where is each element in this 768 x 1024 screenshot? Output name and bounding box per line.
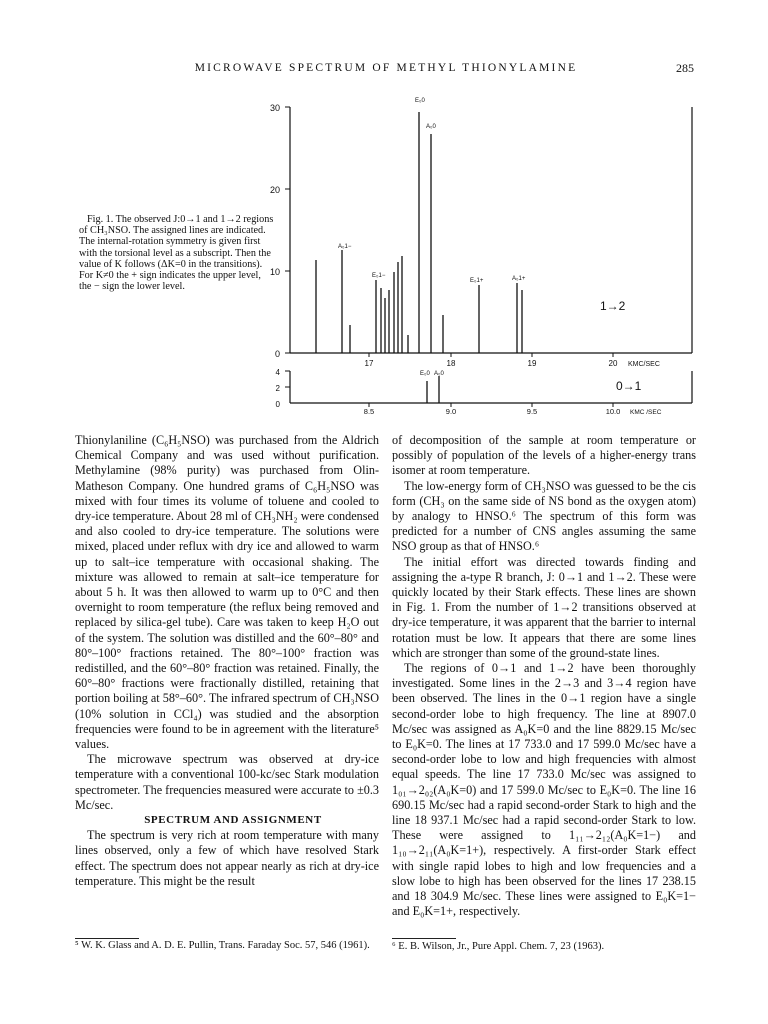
page-number: 285 (676, 61, 694, 75)
bottom-x-unit: KMC /SEC (630, 409, 662, 416)
paragraph: The microwave spectrum was observed at dry-ice temperature with a conventional 100-kc/sec Stark modulation spectrometer. The frequencies measured were accurate to ±0.3 Mc/sec. (75, 752, 379, 812)
top-x-unit: KMC/SEC (628, 361, 660, 368)
line-label: A₀0 (434, 371, 444, 377)
right-column (392, 433, 696, 920)
spectrum-figure (250, 90, 710, 420)
bottom-x-tick-label: 9.5 (526, 407, 538, 416)
bottom-y-tick-label: 4 (275, 368, 280, 377)
top-x-tick-label: 17 (364, 359, 374, 368)
top-x-tick-label: 20 (608, 359, 618, 368)
paragraph: The low-energy form of CH₃NSO was guessed to be the cis form (CH₃ on the same side of NS bond as the oxygen atom) by analogy to HNSO.⁶ The spectrum of this form was predicted for a number of CNS angles assuming the same NSO group as that of HNSO.⁶ (392, 478, 696, 554)
paragraph: of decomposition of the sample at room temperature or possibly of population of the levels of a higher-energy trans isomer at room temperature. (392, 433, 696, 478)
section-heading: SPECTRUM AND ASSIGNMENT (144, 814, 322, 827)
top-y-tick-label: 0 (274, 349, 280, 359)
top-panel (270, 98, 692, 368)
paragraph: Thionylaniline (C₆H₅NSO) was purchased from the Aldrich Chemical Company and was used without purification. Methylamine (98% purity) was purchased from Olin-Matheson Company. One hundred grams of C₆H₅NSO was mixed with four times its volume of toluene and cooled to dry-ice temperature. About 28 ml of CH₃NH₂ were condensed and also cooled to dry-ice temperature. The solutions were mixed, placed under reflux with dry ice and allowed to warm up to salt–ice temperature with occasional shaking. The mixture was allowed to remain at salt–ice temperature for about 5 h. It was then allowed to warm up to 0°C and then overnight to room temperature (the reflux being removed and replaced by silica-gel tube). Care was taken to keep H₂O out of the system. The solution was distilled and the 60°–80° and 80°–100° fractions retained. The 80°–100° fraction was redistilled, and the 60°–80° fraction was retained. Finally, the 60°–80° fractions were fractionally distilled, retaining that portion boiling at 58°–60°. The infrared spectrum of CH₃NSO (10% solution in CCl₄) was studied and the absorption frequencies were found to be in agreement with the literature⁵ values. (75, 433, 379, 752)
running-head: MICROWAVE SPECTRUM OF METHYL THIONYLAMINE (194, 62, 578, 74)
bottom-panel (276, 368, 692, 416)
paragraph: The initial effort was directed towards finding and assigning the a-type R branch, J: 0→1 and 1→2. These were quickly located by their Stark effects. These lines are shown in Fig. 1. From the number of 1→2 transitions observed at dry-ice temperature, it was apparent that the barrier to internal rotation must be low. It appears that there are some lines which are stronger than some of the ground-state lines. (392, 554, 696, 660)
bottom-x-tick-label: 10.0 (605, 407, 621, 416)
line-label: A₀1+ (512, 276, 526, 282)
line-label: E₀0 (420, 371, 430, 377)
paragraph: The regions of 0→1 and 1→2 have been thoroughly investigated. Some lines in the 2→3 and 3→4 region have been observed. The lines in the 0→1 region have a single second-order lobe to high frequency. The line at 8907.0 Mc/sec was assigned as A₀K=0 and the line 8829.15 Mc/sec to E₀K=0. The lines at 17 733.0 and 17 599.0 Mc/sec have a second-order lobe to low and high frequencies with almost equal speeds. The line 17 733.0 Mc/sec was assigned to 1₀₁→2₀₂(A₀K=0) and 17 599.0 Mc/sec to E₀K=0. The line 16 690.15 Mc/sec had a rapid second-order Stark to high and the line 18 937.1 Mc/sec had a rapid second-order Stark to low. These were assigned to 1₁₁→2₁₂(A₀K=1−) and 1₁₀→2₁₁(A₀K=1+), respectively. A first-order Stark effect with single rapid lobes to high and low frequencies and a slow lobe to high has been observed for the lines 17 238.15 and 18 304.9 Mc/sec. These lines were assigned to E₀K=1− and E₀K=1+, respectively. (392, 661, 696, 919)
top-x-tick-label: 19 (527, 359, 537, 368)
line-label: E₀1+ (470, 278, 484, 284)
region-label: 0→1 (616, 379, 642, 393)
top-x-tick-label: 18 (446, 359, 456, 368)
top-y-tick-label: 20 (269, 185, 280, 195)
footnote-rule (392, 938, 456, 939)
footnote-rule (75, 938, 139, 939)
line-label: E₀0 (415, 98, 425, 104)
bottom-x-tick-label: 9.0 (445, 407, 457, 416)
left-column (75, 433, 379, 889)
bottom-y-tick-label: 2 (275, 384, 280, 393)
figure-caption: Fig. 1. The observed J:0→1 and 1→2 regions of CH₃NSO. The assigned lines are indicated. The internal-rotation symmetry is given first with the torsional level as a subscript. Then the value of K follows (ΔK=0 in the transitions). For K≠0 the + sign indicates the upper level, the − sign the lower level. (79, 214, 274, 293)
line-label: A₀1− (338, 244, 352, 250)
top-y-tick-label: 10 (269, 267, 280, 277)
footnote: ⁶ E. B. Wilson, Jr., Pure Appl. Chem. 7, 23 (1963). (392, 941, 605, 952)
line-label: E₀1− (372, 273, 386, 279)
paragraph: The spectrum is very rich at room temperature with many lines observed, only a few of which have resolved Stark effect. The spectrum does not appear nearly as rich at dry-ice temperature. This might be the result (75, 828, 379, 888)
bottom-x-tick-label: 8.5 (363, 407, 375, 416)
top-y-tick-label: 30 (269, 103, 280, 113)
bottom-y-tick-label: 0 (275, 400, 280, 409)
footnote: ⁵ W. K. Glass and A. D. E. Pullin, Trans. Faraday Soc. 57, 546 (1961). (75, 940, 370, 951)
line-label: A₀0 (426, 124, 436, 130)
region-label: 1→2 (600, 299, 626, 313)
